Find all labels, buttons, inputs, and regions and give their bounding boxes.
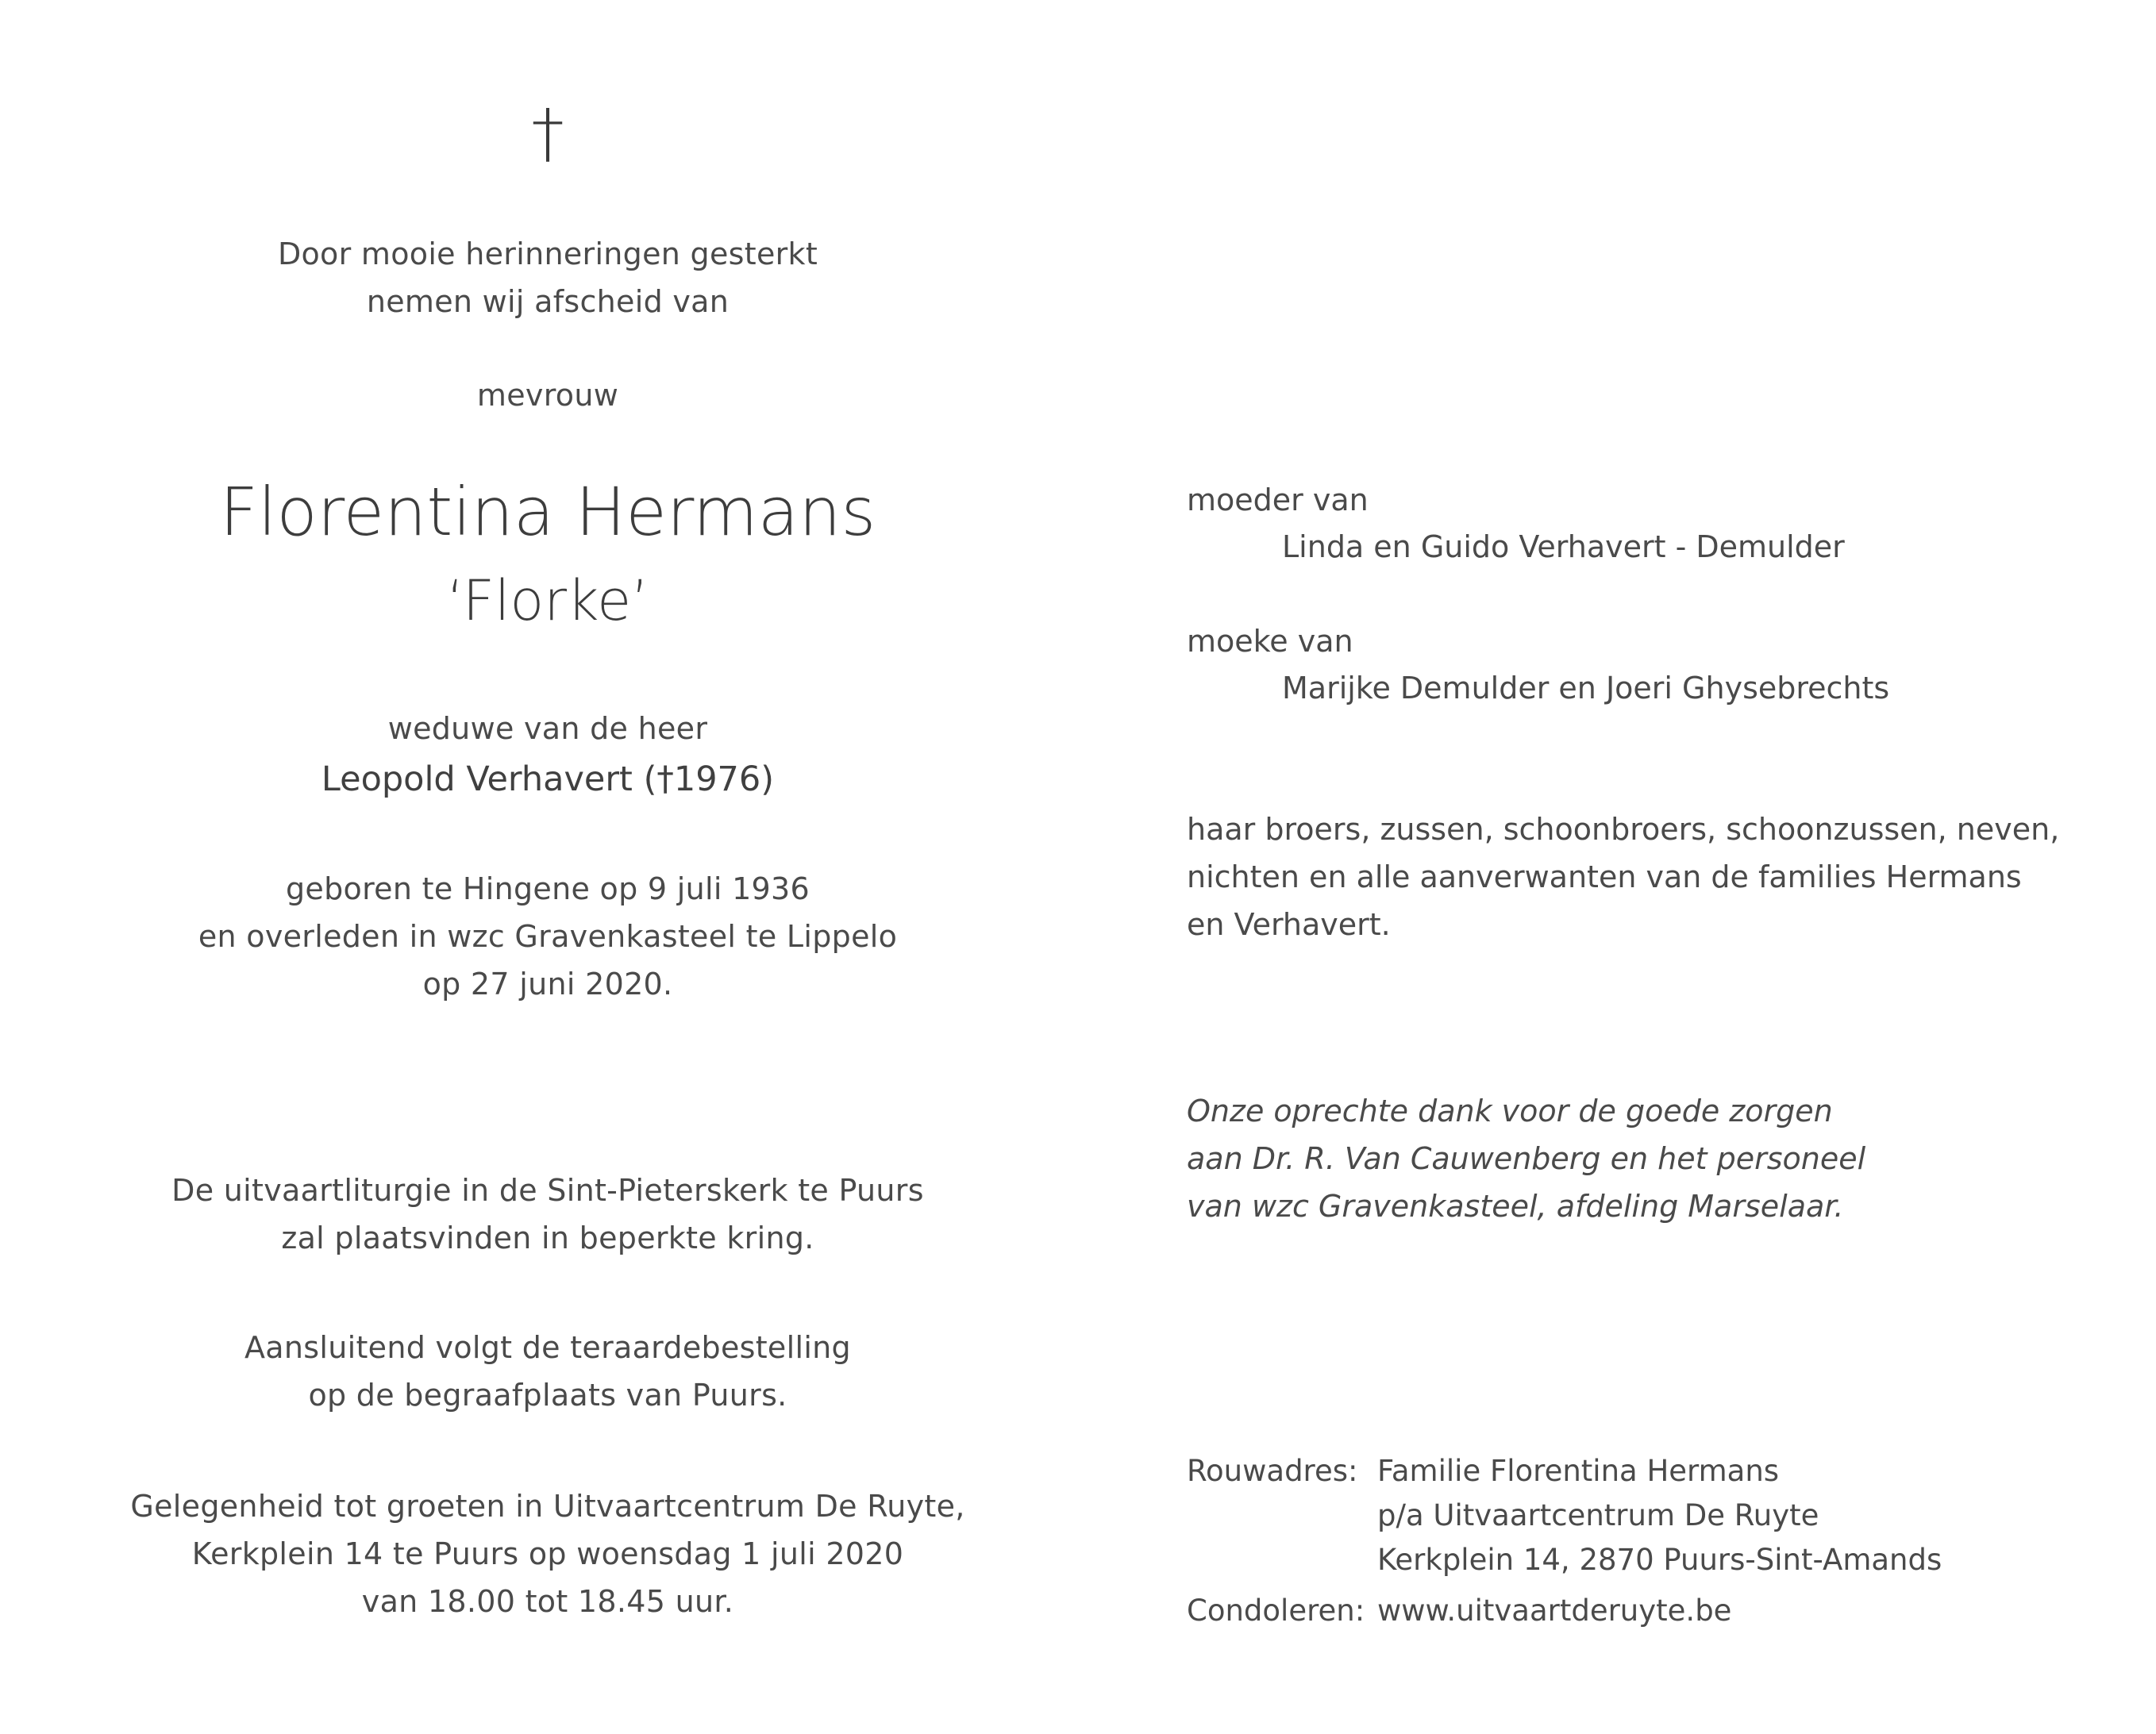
widow-of-label: weduwe van de heer (387, 711, 708, 746)
thanks-text: Onze oprechte dank voor de goede zorgen aan Dr. R. Van Cauwenberg en het personeel van wzc Gravenkasteel, afdeling Marselaar. (1187, 1094, 1866, 1224)
intro-text: Door mooie herinneringen gesterkt nemen wij afscheid van (277, 236, 818, 319)
condolence-label: Condoleren: (1187, 1594, 1365, 1628)
family-text: haar broers, zussen, schoonbroers, schoonzussen, neven, nichten en alle aanverwanten van de families Hermans en Verhavert. (1187, 812, 2060, 942)
title-mevrouw: mevrouw (476, 378, 619, 413)
burial-text: Aansluitend volgt de teraardebestelling op de begraafplaats van Puurs. (244, 1330, 851, 1413)
children-names: Linda en Guido Verhavert - Demulder (1282, 529, 1845, 564)
mother-of-label: moeder van (1187, 483, 1369, 517)
greeting-text: Gelegenheid tot groeten in Uitvaartcentrum De Ruyte, Kerkplein 14 te Puurs op woensdag 1 juli 2020 van 18.00 tot 18.45 uur. (130, 1489, 965, 1619)
life-dates: geboren te Hingene op 9 juli 1936 en overleden in wzc Gravenkasteel te Lippelo op 27 juni 2020. (198, 871, 898, 1002)
deceased-nickname: ‘Florke’ (446, 568, 649, 633)
husband-name: Leopold Verhavert (†1976) (321, 759, 775, 799)
grandchildren-names: Marijke Demulder en Joeri Ghysebrechts (1282, 671, 1890, 706)
liturgy-text: De uitvaartliturgie in de Sint-Pieterskerk te Puurs zal plaatsvinden in beperkte kring. (171, 1173, 924, 1255)
address-label: Rouwadres: (1187, 1454, 1358, 1488)
cross-icon: † (531, 96, 564, 171)
deceased-name: Florentina Hermans (219, 473, 876, 551)
condolence-link[interactable]: www.uitvaartderuyte.be (1377, 1594, 1732, 1628)
grandmother-of-label: moeke van (1187, 624, 1353, 659)
address-block: Familie Florentina Hermans p/a Uitvaartcentrum De Ruyte Kerkplein 14, 2870 Puurs-Sint-Amands (1377, 1454, 1942, 1577)
